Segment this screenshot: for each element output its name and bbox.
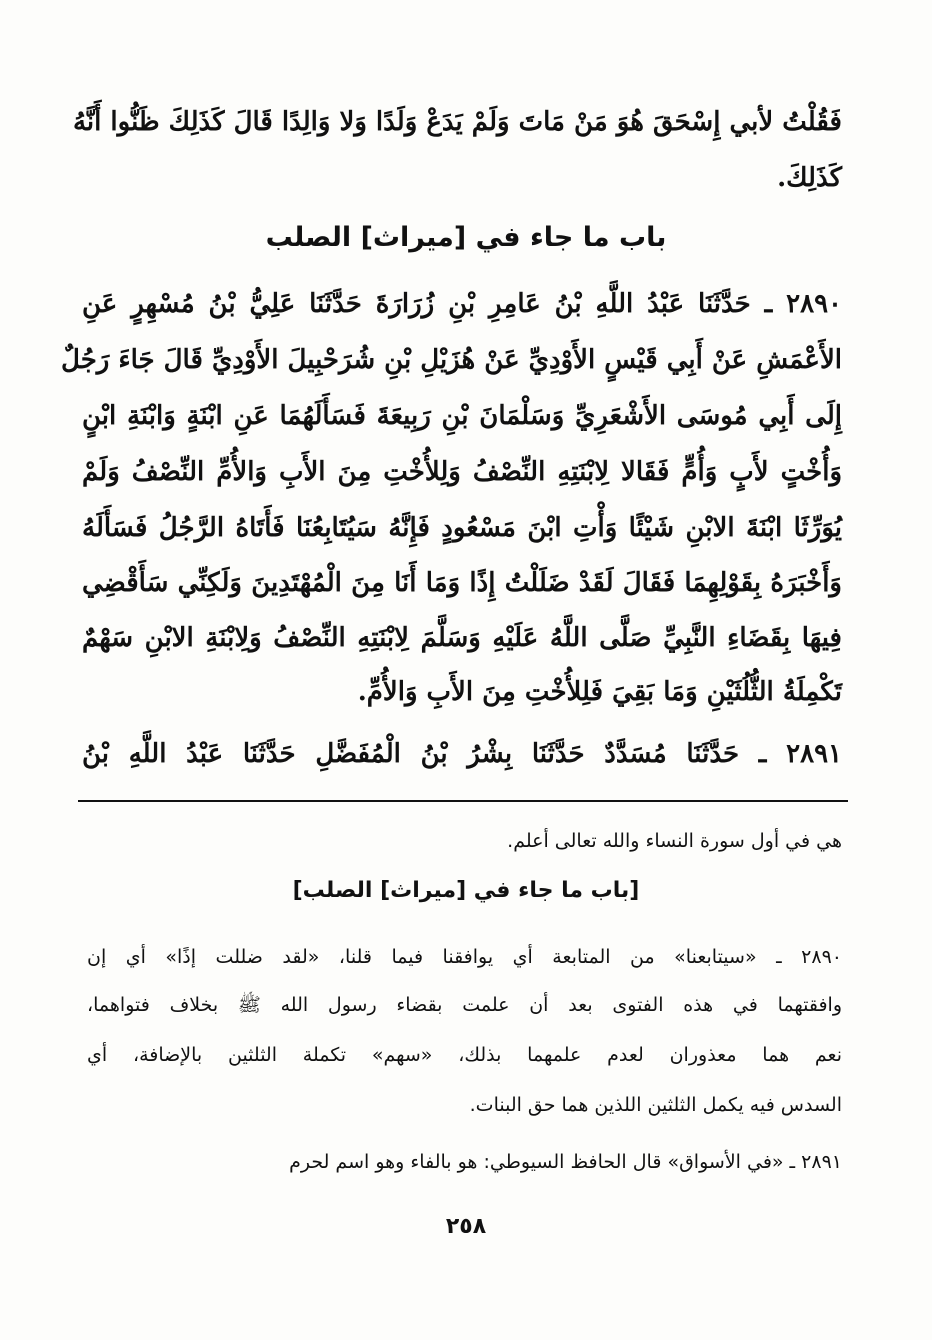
hadith-line: وَأُخْتٍ لأَبٍ وَأُمٍّ فَقَالا لِابْنَتِهِ النِّصْفُ وَلِلأُخْتِ مِنَ الأَبِ وَالأُمِّ النِّصْفُ وَلَمْ xyxy=(82,457,842,487)
main-text-line: فَقُلْتُ لأبي إِسْحَقَ هُوَ مَنْ مَاتَ وَلَمْ يَدَعْ وَلَدًا وَلا وَالِدًا قَالَ كَذَلِكَ ظَنُّوا أَنَّهُ xyxy=(72,107,842,137)
note-heading: [باب ما جاء في [ميراث] الصلب] xyxy=(292,878,640,903)
main-text-line: كَذَلِكَ. xyxy=(777,163,842,193)
note-line: هي في أول سورة النساء والله تعالى أعلم. xyxy=(507,830,842,852)
chapter-heading: باب ما جاء في [ميراث] الصلب xyxy=(265,222,667,253)
note-line: السدس فيه يكمل الثلثين اللذين هما حق البنات. xyxy=(469,1094,842,1116)
hadith-line: تَكْمِلَةُ الثُّلُثَيْنِ وَمَا بَقِيَ فَلِلأُخْتِ مِنَ الأَبِ وَالأُمِّ. xyxy=(357,677,842,707)
hadith-line: الأَعْمَشِ عَنْ أَبِي قَيْسٍ الأَوْدِيِّ عَنْ هُزَيْلِ بْنِ شُرَحْبِيلَ الأَوْدِيِّ قَالَ جَاءَ رَجُلٌ xyxy=(61,345,842,375)
hadith-line: ٢٨٩١ ـ حَدَّثَنَا مُسَدَّدٌ حَدَّثَنَا بِشْرُ بْنُ الْمُفَضَّلِ حَدَّثَنَا عَبْدُ اللَّهِ بْنُ xyxy=(82,739,842,769)
footnote-divider xyxy=(78,800,848,802)
note-line: نعم هما معذوران لعدم علمهما بذلك، «سهم» تكملة الثلثين بالإضافة، أي xyxy=(87,1044,842,1066)
hadith-line: ٢٨٩٠ ـ حَدَّثَنَا عَبْدُ اللَّهِ بْنُ عَامِرِ بْنِ زُرَارَةَ حَدَّثَنَا عَلِيُّ بْنُ مُسْهِرٍ عَنِ xyxy=(82,289,842,319)
hadith-line: وَأَخْبَرَهُ بِقَوْلِهِمَا فَقَالَ لَقَدْ ضَلَلْتُ إِذًا وَمَا أَنَا مِنَ الْمُهْتَدِينَ وَلَكِنِّي سَأَقْضِي xyxy=(82,568,842,598)
note-line: وافقتهما في هذه الفتوى بعد أن علمت بقضاء رسول الله ﷺ بخلاف فتواهما، xyxy=(87,994,842,1016)
hadith-line: يُوَرِّثَا ابْنَةَ الابْنِ شَيْئًا وَأْتِ ابْنَ مَسْعُودٍ فَإِنَّهُ سَيُتَابِعُنَا فَأَتَاهُ الرَّجُلُ فَسَأَلَهُ xyxy=(82,513,842,543)
hadith-line: فِيهَا بِقَضَاءِ النَّبِيِّ صَلَّى اللَّهُ عَلَيْهِ وَسَلَّمَ لِابْنَتِهِ النِّصْفُ وَلِابْنَةِ الابْنِ سَهْمٌ xyxy=(82,623,842,653)
hadith-line: إِلَى أَبِي مُوسَى الأَشْعَرِيِّ وَسَلْمَانَ بْنِ رَبِيعَةَ فَسَأَلَهُمَا عَنِ ابْنَةٍ وَابْنَةِ ابْنٍ xyxy=(82,401,842,431)
note-line: ٢٨٩١ ـ «في الأسواق» قال الحافظ السيوطي: هو بالفاء وهو اسم لحرم xyxy=(289,1151,842,1173)
page-number: ٢٥٨ xyxy=(445,1214,487,1239)
note-line: ٢٨٩٠ ـ «سيتابعنا» من المتابعة أي يوافقنا فيما قلنا، «لقد ضللت إذًا» أي إن xyxy=(87,946,842,968)
